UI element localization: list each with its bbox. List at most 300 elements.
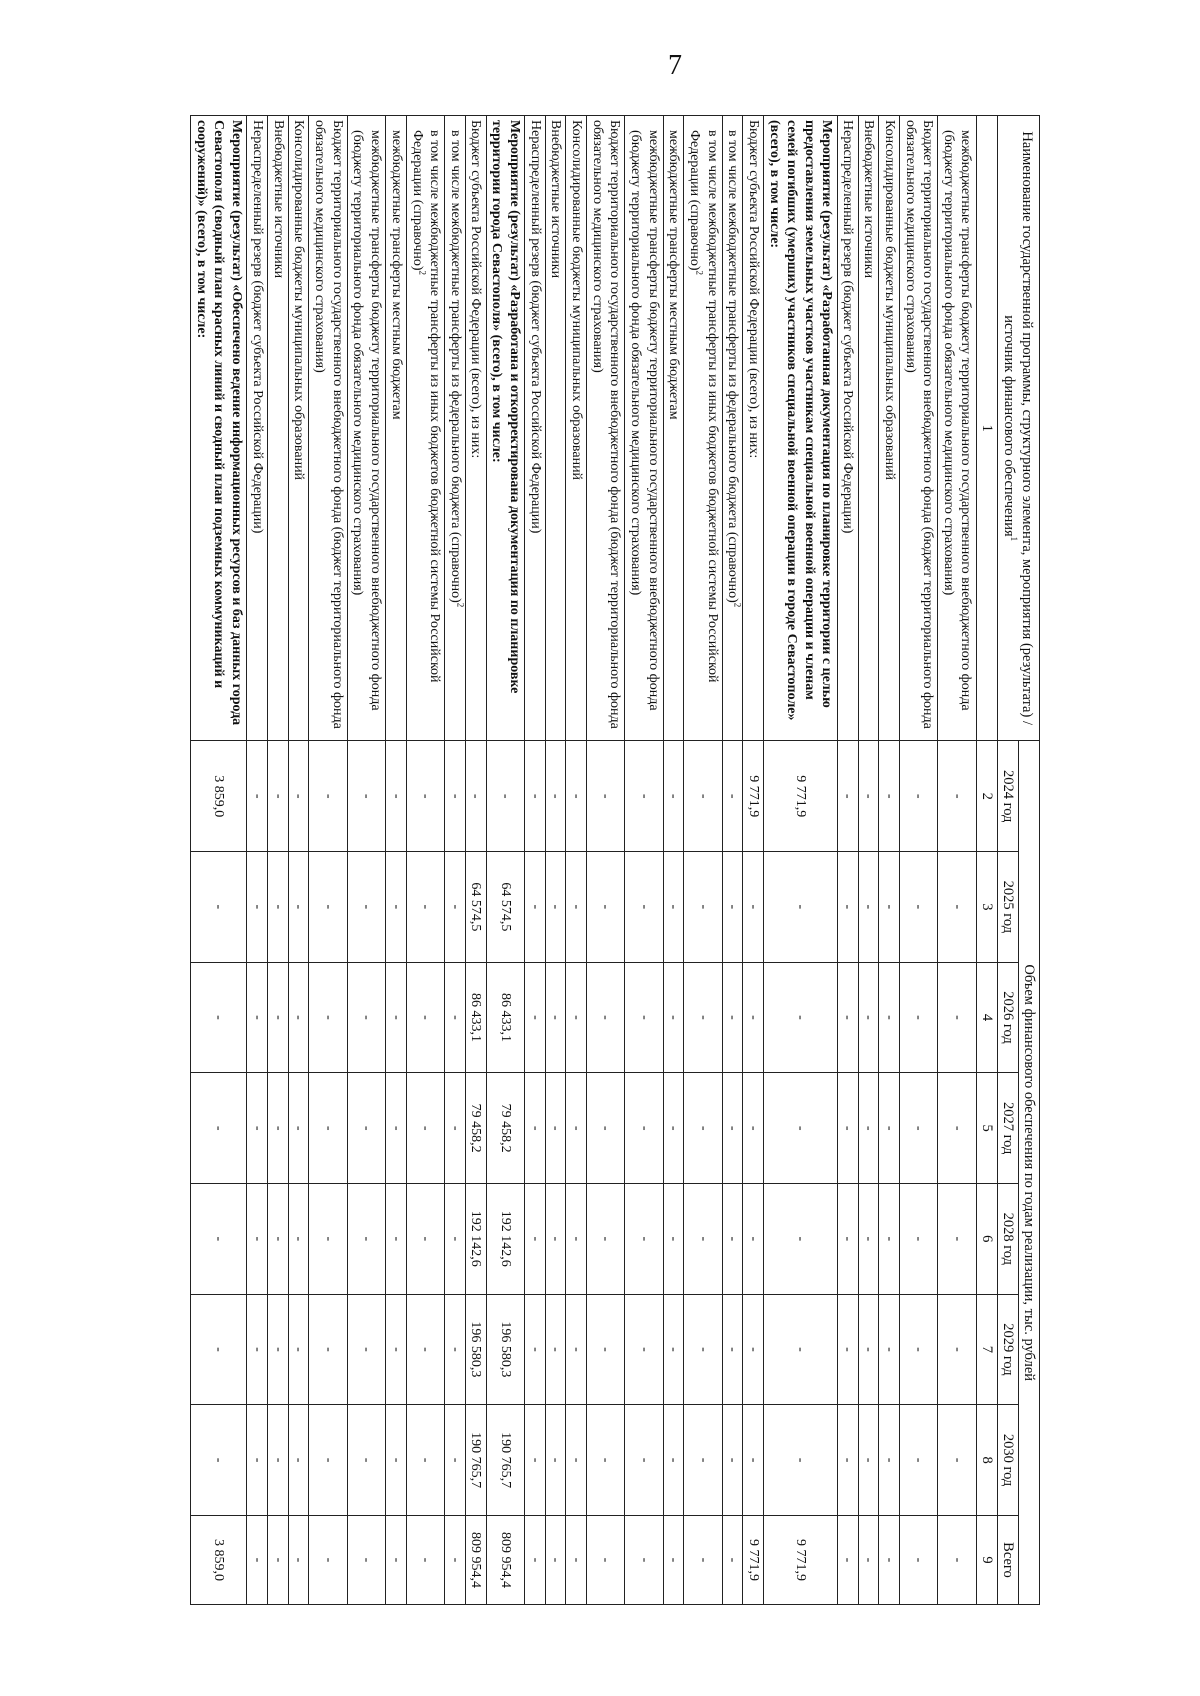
- row-label: [663, 116, 684, 741]
- value-cell: -: [899, 1183, 937, 1294]
- row-label-text: Консолидированные бюджеты муниципальных образований: [568, 120, 584, 481]
- value-cell: -: [309, 1405, 347, 1516]
- value-cell: -: [899, 852, 937, 963]
- table-row: [722, 116, 743, 1605]
- value-cell: -: [524, 1294, 545, 1405]
- value-cell: -: [879, 962, 900, 1073]
- value-cell: -: [445, 962, 466, 1073]
- footnote-marker: 2: [417, 270, 428, 276]
- value-cell: -: [625, 741, 663, 852]
- value-cell: -: [858, 1183, 879, 1294]
- row-label-text: межбюджетные трансферты бюджету территориального государственного внебюджетного фонда (бюджету территориального фонда обязательного медицинского страхования): [940, 130, 974, 711]
- table-body: [191, 116, 977, 1605]
- total-cell: -: [625, 1515, 663, 1604]
- value-cell: -: [938, 1405, 976, 1516]
- total-cell: -: [587, 1515, 625, 1604]
- row-label: [899, 116, 937, 741]
- table-row: [566, 116, 587, 1605]
- value-cell: -: [191, 1405, 247, 1516]
- value-cell: -: [899, 962, 937, 1073]
- value-cell: 190 765,7: [465, 1405, 486, 1516]
- value-cell: 86 433,1: [486, 962, 524, 1073]
- value-cell: -: [309, 1183, 347, 1294]
- value-cell: -: [625, 962, 663, 1073]
- value-cell: -: [764, 1183, 838, 1294]
- row-label: [684, 116, 722, 741]
- row-label-text: Внебюджетные источники: [548, 120, 564, 279]
- value-cell: -: [247, 852, 268, 963]
- total-cell: -: [722, 1515, 743, 1604]
- row-label: [268, 116, 289, 741]
- value-cell: -: [268, 852, 289, 963]
- row-label: [625, 116, 663, 741]
- value-cell: -: [587, 1294, 625, 1405]
- row-label: [406, 116, 444, 741]
- row-label-text: Бюджет территориального государственного внебюджетного фонда (бюджет территориального фонда обязательного медицинского страхования): [902, 120, 936, 729]
- total-cell: 809 954,4: [465, 1515, 486, 1604]
- table-row: [743, 116, 764, 1605]
- row-label-text: межбюджетные трансферты бюджету территориального государственного внебюджетного фонда (бюджету территориального фонда обязательного медицинского страхования): [628, 130, 661, 711]
- name-column-header: Наименование государственной программы, структурного элемента, мероприятия (результата) / источник финансового обеспечения$^1$: [997, 116, 1039, 741]
- value-cell: -: [684, 962, 722, 1073]
- value-cell: -: [743, 1073, 764, 1184]
- value-cell: -: [268, 1183, 289, 1294]
- value-cell: -: [722, 852, 743, 963]
- total-cell: -: [524, 1515, 545, 1604]
- value-cell: 196 580,3: [486, 1294, 524, 1405]
- value-cell: -: [879, 852, 900, 963]
- table-row: [247, 116, 268, 1605]
- row-label-text: Нераспределенный резерв (бюджет субъекта Российской Федерации): [249, 120, 265, 534]
- value-cell: 64 574,5: [486, 852, 524, 963]
- value-cell: -: [524, 962, 545, 1073]
- value-cell: -: [743, 1405, 764, 1516]
- total-cell: 9 771,9: [764, 1515, 838, 1604]
- value-cell: -: [684, 1183, 722, 1294]
- row-label-text: Бюджет территориального государственного внебюджетного фонда (бюджет территориального фонда обязательного медицинского страхования): [312, 120, 345, 729]
- total-cell: -: [837, 1515, 858, 1604]
- row-label: [247, 116, 268, 741]
- total-cell: -: [899, 1515, 937, 1604]
- value-cell: -: [587, 1405, 625, 1516]
- value-cell: -: [524, 1405, 545, 1516]
- value-cell: -: [445, 852, 466, 963]
- value-cell: -: [247, 1294, 268, 1405]
- value-cell: -: [288, 1073, 309, 1184]
- year-header: 2028 год: [997, 1183, 1018, 1294]
- row-label-text: межбюджетные трансферты местным бюджетам: [388, 130, 404, 420]
- table-row: [309, 116, 347, 1605]
- value-cell: -: [386, 1294, 407, 1405]
- value-cell: -: [445, 1183, 466, 1294]
- column-number: 7: [976, 1294, 997, 1405]
- value-cell: -: [587, 1183, 625, 1294]
- value-cell: -: [247, 741, 268, 852]
- row-label: [309, 116, 347, 741]
- table-row: [899, 116, 937, 1605]
- value-cell: -: [386, 1405, 407, 1516]
- value-cell: -: [288, 741, 309, 852]
- value-cell: -: [524, 741, 545, 852]
- value-cell: 192 142,6: [465, 1183, 486, 1294]
- value-cell: 9 771,9: [743, 741, 764, 852]
- value-cell: -: [722, 1183, 743, 1294]
- table-row: [684, 116, 722, 1605]
- total-cell: -: [309, 1515, 347, 1604]
- value-cell: -: [445, 1073, 466, 1184]
- row-label: [465, 116, 486, 741]
- value-cell: -: [663, 1294, 684, 1405]
- value-cell: -: [545, 852, 566, 963]
- value-cell: -: [445, 741, 466, 852]
- total-cell: -: [938, 1515, 976, 1604]
- value-cell: -: [566, 1073, 587, 1184]
- table-row: [288, 116, 309, 1605]
- value-cell: -: [899, 1405, 937, 1516]
- year-header: 2027 год: [997, 1073, 1018, 1184]
- value-cell: -: [684, 741, 722, 852]
- value-cell: 64 574,5: [465, 852, 486, 963]
- value-cell: -: [545, 1183, 566, 1294]
- column-number: 4: [976, 962, 997, 1073]
- value-cell: -: [663, 741, 684, 852]
- row-label: [743, 116, 764, 741]
- table-row: [764, 116, 838, 1605]
- value-cell: -: [386, 1183, 407, 1294]
- row-label: [545, 116, 566, 741]
- value-cell: -: [347, 1294, 385, 1405]
- value-cell: -: [764, 962, 838, 1073]
- row-label: [722, 116, 743, 741]
- row-label-text: Мероприятие (результат) «Обеспечено ведение информационных ресурсов и баз данных города Севастополя (сводный план красных линий и сводный план подземных коммуникаций и сооружений)» (всего), в том числе:: [193, 120, 244, 726]
- value-cell: -: [625, 1183, 663, 1294]
- footnote-marker: 2: [694, 270, 705, 276]
- value-cell: -: [191, 852, 247, 963]
- value-cell: -: [837, 741, 858, 852]
- value-cell: -: [722, 741, 743, 852]
- table-row: [663, 116, 684, 1605]
- value-cell: -: [684, 1294, 722, 1405]
- row-label: [445, 116, 466, 741]
- table-row: [445, 116, 466, 1605]
- value-cell: -: [566, 1294, 587, 1405]
- value-cell: -: [191, 1073, 247, 1184]
- value-cell: -: [879, 1294, 900, 1405]
- value-cell: -: [386, 852, 407, 963]
- row-label: [524, 116, 545, 741]
- value-cell: -: [722, 1405, 743, 1516]
- value-cell: -: [899, 741, 937, 852]
- value-cell: -: [545, 962, 566, 1073]
- value-cell: -: [465, 741, 486, 852]
- value-cell: -: [938, 1183, 976, 1294]
- value-cell: -: [247, 962, 268, 1073]
- page-number: 7: [668, 50, 682, 81]
- table-row: [465, 116, 486, 1605]
- value-cell: -: [406, 741, 444, 852]
- value-cell: -: [879, 1073, 900, 1184]
- value-cell: -: [545, 1294, 566, 1405]
- value-cell: -: [386, 741, 407, 852]
- value-cell: -: [625, 1294, 663, 1405]
- value-cell: -: [486, 741, 524, 852]
- value-cell: -: [663, 1405, 684, 1516]
- value-cell: -: [587, 741, 625, 852]
- value-cell: -: [899, 1294, 937, 1405]
- value-cell: -: [938, 962, 976, 1073]
- table-row: [587, 116, 625, 1605]
- column-number: 8: [976, 1405, 997, 1516]
- row-label-text: Мероприятие (результат) «Разработана и откорректирована документация по планировке территории города Севастополя» (всего), в том числе:: [489, 120, 522, 694]
- row-label: [386, 116, 407, 741]
- value-cell: -: [743, 1183, 764, 1294]
- value-cell: -: [268, 741, 289, 852]
- table-row: [191, 116, 247, 1605]
- total-cell: -: [879, 1515, 900, 1604]
- row-label-text: Бюджет субъекта Российской Федерации (всего), из них:: [746, 120, 762, 459]
- row-label: [764, 116, 838, 741]
- value-cell: -: [545, 1405, 566, 1516]
- value-cell: -: [268, 1405, 289, 1516]
- value-cell: 86 433,1: [465, 962, 486, 1073]
- financing-table: [190, 115, 1040, 1605]
- value-cell: -: [938, 741, 976, 852]
- value-cell: -: [191, 1183, 247, 1294]
- value-cell: -: [899, 1073, 937, 1184]
- value-cell: -: [347, 1183, 385, 1294]
- total-cell: -: [858, 1515, 879, 1604]
- value-cell: -: [406, 962, 444, 1073]
- row-label-text: в том числе межбюджетные трансферты из федерального бюджета (справочно): [725, 130, 741, 603]
- value-cell: -: [587, 852, 625, 963]
- row-label-text: межбюджетные трансферты бюджету территориального государственного внебюджетного фонда (бюджету территориального фонда обязательного медицинского страхования): [350, 130, 383, 711]
- table-header: [976, 116, 1039, 1605]
- column-number: 2: [976, 741, 997, 852]
- value-cell: -: [268, 1294, 289, 1405]
- value-cell: -: [191, 1294, 247, 1405]
- total-cell: -: [386, 1515, 407, 1604]
- value-cell: -: [386, 1073, 407, 1184]
- value-cell: -: [247, 1405, 268, 1516]
- value-cell: 79 458,2: [465, 1073, 486, 1184]
- value-cell: -: [837, 1073, 858, 1184]
- value-cell: -: [858, 962, 879, 1073]
- value-cell: -: [722, 962, 743, 1073]
- total-cell: 9 771,9: [743, 1515, 764, 1604]
- column-number: 1: [976, 116, 997, 741]
- value-cell: -: [347, 1073, 385, 1184]
- value-cell: -: [406, 1073, 444, 1184]
- value-cell: -: [309, 852, 347, 963]
- total-cell: -: [288, 1515, 309, 1604]
- total-cell: 3 859,0: [191, 1515, 247, 1604]
- value-cell: -: [406, 852, 444, 963]
- value-cell: -: [545, 1073, 566, 1184]
- value-cell: -: [858, 852, 879, 963]
- value-cell: -: [684, 852, 722, 963]
- column-number: 9: [976, 1515, 997, 1604]
- value-cell: -: [587, 962, 625, 1073]
- row-label-text: Консолидированные бюджеты муниципальных образований: [291, 120, 307, 481]
- value-cell: -: [347, 962, 385, 1073]
- table-row: [486, 116, 524, 1605]
- value-cell: 3 859,0: [191, 741, 247, 852]
- table-row: [837, 116, 858, 1605]
- value-cell: -: [288, 1405, 309, 1516]
- value-cell: -: [837, 852, 858, 963]
- value-cell: -: [566, 852, 587, 963]
- total-cell: -: [347, 1515, 385, 1604]
- row-label-text: Внебюджетные источники: [861, 120, 877, 279]
- value-cell: -: [386, 962, 407, 1073]
- table-row: [858, 116, 879, 1605]
- value-cell: -: [566, 1405, 587, 1516]
- year-header: 2029 год: [997, 1294, 1018, 1405]
- table-row: [625, 116, 663, 1605]
- row-label-text: в том числе межбюджетные трансферты из иных бюджетов бюджетной системы Российской Федерации (справочно): [687, 130, 720, 683]
- year-header: 2024 год: [997, 741, 1018, 852]
- value-cell: -: [247, 1073, 268, 1184]
- value-cell: -: [545, 741, 566, 852]
- value-cell: 190 765,7: [486, 1405, 524, 1516]
- row-label: [858, 116, 879, 741]
- value-cell: -: [663, 962, 684, 1073]
- value-cell: -: [938, 1073, 976, 1184]
- value-cell: -: [722, 1073, 743, 1184]
- value-cell: -: [445, 1294, 466, 1405]
- value-cell: -: [406, 1183, 444, 1294]
- total-cell: 809 954,4: [486, 1515, 524, 1604]
- value-cell: -: [406, 1294, 444, 1405]
- row-label: [191, 116, 247, 741]
- row-label-text: Мероприятие (результат) «Разработанная документация по планировке территории с целью предоставления земельных участков участникам специальной военной операции и членам семей погибших (умерших) участников специальной военной операции в городе Севастополе» (всего), в том числе:: [767, 120, 835, 721]
- value-cell: -: [309, 962, 347, 1073]
- value-cell: -: [837, 1405, 858, 1516]
- table-row: [347, 116, 385, 1605]
- value-cell: -: [288, 962, 309, 1073]
- value-cell: -: [566, 1183, 587, 1294]
- value-cell: -: [879, 1405, 900, 1516]
- value-cell: -: [938, 852, 976, 963]
- value-cell: -: [858, 1294, 879, 1405]
- column-number: 3: [976, 852, 997, 963]
- table-row: [268, 116, 289, 1605]
- total-header: Всего: [997, 1515, 1018, 1604]
- year-header: 2030 год: [997, 1405, 1018, 1516]
- row-label-text: Нераспределенный резерв (бюджет субъекта Российской Федерации): [527, 120, 543, 534]
- volume-header: Объем финансового обеспечения по годам реализации, тыс. рублей: [1018, 741, 1039, 1605]
- value-cell: -: [837, 962, 858, 1073]
- value-cell: 192 142,6: [486, 1183, 524, 1294]
- column-number: 6: [976, 1183, 997, 1294]
- column-number: 5: [976, 1073, 997, 1184]
- year-header: 2025 год: [997, 852, 1018, 963]
- row-label-text: Внебюджетные источники: [270, 120, 286, 279]
- value-cell: -: [625, 1073, 663, 1184]
- value-cell: 196 580,3: [465, 1294, 486, 1405]
- row-label: [587, 116, 625, 741]
- row-label-text: в том числе межбюджетные трансферты из федерального бюджета (справочно): [447, 130, 463, 603]
- value-cell: -: [268, 1073, 289, 1184]
- value-cell: -: [566, 962, 587, 1073]
- value-cell: -: [309, 1294, 347, 1405]
- rotated-table-container: [190, 115, 1040, 1605]
- value-cell: -: [524, 852, 545, 963]
- total-cell: -: [268, 1515, 289, 1604]
- row-label: [347, 116, 385, 741]
- value-cell: -: [879, 741, 900, 852]
- value-cell: -: [268, 962, 289, 1073]
- total-cell: -: [247, 1515, 268, 1604]
- value-cell: 9 771,9: [764, 741, 838, 852]
- value-cell: -: [743, 1294, 764, 1405]
- value-cell: -: [625, 1405, 663, 1516]
- row-label-text: межбюджетные трансферты местным бюджетам: [666, 130, 682, 420]
- table-row: [386, 116, 407, 1605]
- value-cell: -: [663, 1073, 684, 1184]
- table-row: [406, 116, 444, 1605]
- value-cell: -: [191, 962, 247, 1073]
- value-cell: 79 458,2: [486, 1073, 524, 1184]
- value-cell: -: [347, 1405, 385, 1516]
- table-row: [879, 116, 900, 1605]
- total-cell: -: [406, 1515, 444, 1604]
- value-cell: -: [309, 1073, 347, 1184]
- row-label: [938, 116, 976, 741]
- table-row: [938, 116, 976, 1605]
- footnote-marker: 2: [733, 602, 744, 608]
- row-label: [566, 116, 587, 741]
- value-cell: -: [445, 1405, 466, 1516]
- year-header: 2026 год: [997, 962, 1018, 1073]
- row-label: [837, 116, 858, 741]
- table-row: [524, 116, 545, 1605]
- total-cell: -: [684, 1515, 722, 1604]
- footnote-marker: 2: [455, 602, 466, 608]
- value-cell: -: [288, 1294, 309, 1405]
- value-cell: -: [743, 962, 764, 1073]
- value-cell: -: [347, 741, 385, 852]
- value-cell: -: [858, 1405, 879, 1516]
- value-cell: -: [587, 1073, 625, 1184]
- total-cell: -: [445, 1515, 466, 1604]
- value-cell: -: [764, 1073, 838, 1184]
- value-cell: -: [858, 1073, 879, 1184]
- value-cell: -: [288, 852, 309, 963]
- value-cell: -: [837, 1183, 858, 1294]
- row-label-text: Бюджет территориального государственного внебюджетного фонда (бюджет территориального фонда обязательного медицинского страхования): [589, 120, 623, 729]
- table-row: [545, 116, 566, 1605]
- value-cell: -: [684, 1073, 722, 1184]
- total-cell: -: [663, 1515, 684, 1604]
- row-label: [288, 116, 309, 741]
- value-cell: -: [684, 1405, 722, 1516]
- value-cell: -: [764, 1405, 838, 1516]
- value-cell: -: [938, 1294, 976, 1405]
- value-cell: -: [722, 1294, 743, 1405]
- value-cell: -: [663, 852, 684, 963]
- value-cell: -: [837, 1294, 858, 1405]
- value-cell: -: [406, 1405, 444, 1516]
- value-cell: -: [566, 741, 587, 852]
- value-cell: -: [288, 1183, 309, 1294]
- value-cell: -: [625, 852, 663, 963]
- value-cell: -: [764, 852, 838, 963]
- value-cell: -: [663, 1183, 684, 1294]
- row-label-text: в том числе межбюджетные трансферты из иных бюджетов бюджетной системы Российской Федерации (справочно): [409, 130, 443, 683]
- value-cell: -: [743, 852, 764, 963]
- value-cell: -: [309, 741, 347, 852]
